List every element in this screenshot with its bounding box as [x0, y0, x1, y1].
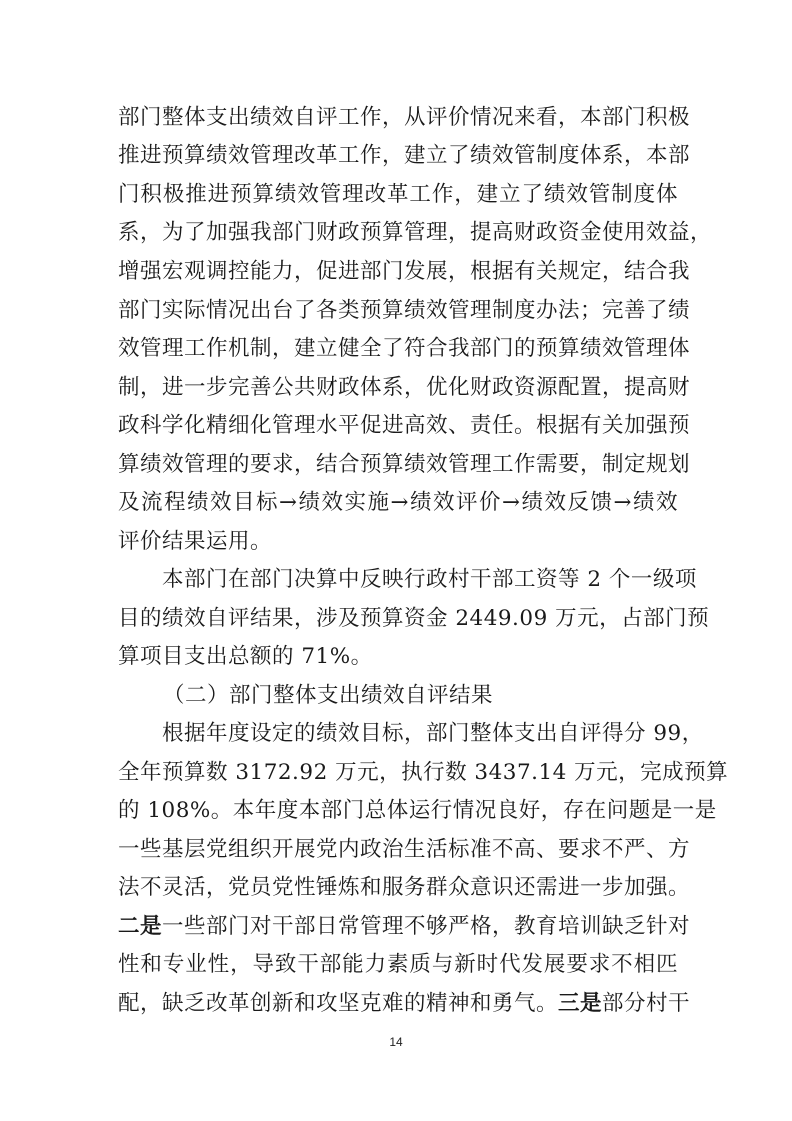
text-line: 的 108%。本年度本部门总体运行情况良好，存在问题是一是 [118, 798, 717, 823]
text-line [118, 989, 691, 1019]
text-line: 制，进一步完善公共财政体系，优化财政资源配置，提高财 [118, 375, 691, 400]
text-line: 及流程绩效目标→绩效实施→绩效评价→绩效反馈→绩效 [118, 490, 678, 515]
text-span: 部分村干 [602, 991, 691, 1016]
text-line: 效管理工作机制，建立健全了符合我部门的预算绩效管理体 [118, 336, 691, 361]
text-line: 增强宏观调控能力，促进部门发展，根据有关规定，结合我 [118, 259, 691, 284]
text-line: 全年预算数 3172.92 万元，执行数 3437.14 万元，完成预算 [118, 760, 729, 785]
text-line: 根据年度设定的绩效目标，部门整体支出自评得分 99， [162, 721, 704, 746]
text-line: 目的绩效自评结果，涉及预算资金 2449.09 万元，占部门预 [118, 606, 710, 631]
text-line: 法不灵活，党员党性锤炼和服务群众意识还需进一步加强。 [118, 875, 691, 900]
page-number: 14 [389, 1035, 403, 1049]
text-line: 算项目支出总额的 71%。 [118, 644, 373, 669]
text-line: 本部门在部门决算中反映行政村干部工资等 2 个一级项 [162, 567, 697, 592]
text-line: 算绩效管理的要求，结合预算绩效管理工作需要，制定规划 [118, 452, 691, 477]
text-line: 评价结果运用。 [118, 529, 273, 554]
bold-marker: 三是 [558, 991, 603, 1016]
text-span: 配，缺乏改革创新和攻坚克难的精神和勇气。 [118, 991, 559, 1016]
text-line: 性和专业性，导致干部能力素质与新时代发展要求不相匹 [118, 952, 678, 977]
text-line: 政科学化精细化管理水平促进高效、责任。根据有关加强预 [118, 413, 691, 438]
text-span: 一些部门对干部日常管理不够严格，教育培训缺乏针对 [162, 914, 691, 939]
text-line: 部门整体支出绩效自评工作，从评价情况来看，本部门积极 [118, 105, 691, 130]
section-heading: （二）部门整体支出绩效自评结果 [163, 683, 494, 708]
text-line: 门积极推进预算绩效管理改革工作，建立了绩效管制度体 [118, 182, 678, 207]
text-line: 推进预算绩效管理改革工作，建立了绩效管制度体系，本部 [118, 143, 691, 168]
text-line: 系，为了加强我部门财政预算管理，提高财政资金使用效益， [118, 220, 713, 245]
text-line [118, 912, 691, 942]
text-line: 部门实际情况出台了各类预算绩效管理制度办法；完善了绩 [118, 298, 691, 323]
text-line: 一些基层党组织开展党内政治生活标准不高、要求不严、方 [118, 837, 691, 862]
bold-marker: 二是 [118, 914, 163, 939]
